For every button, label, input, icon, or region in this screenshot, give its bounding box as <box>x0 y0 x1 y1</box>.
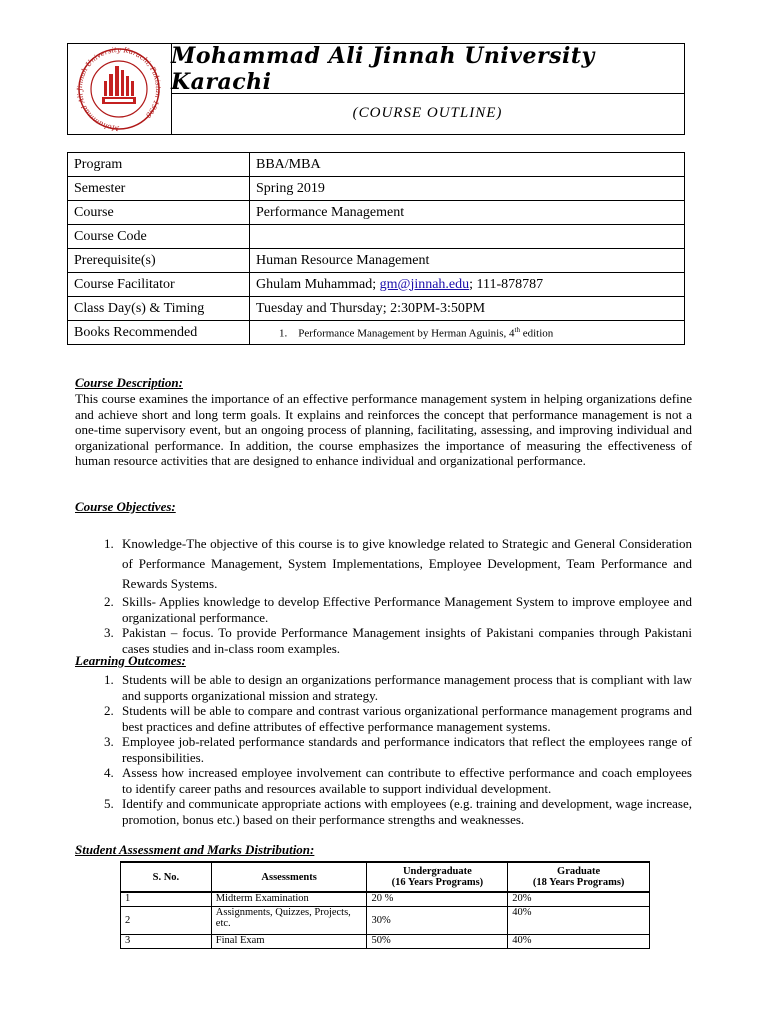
item-number: 3. <box>104 625 114 640</box>
table-row <box>68 153 685 177</box>
list-item <box>75 734 692 765</box>
col-graduate <box>508 862 650 892</box>
facilitator-phone: ; 111-878787 <box>469 276 544 292</box>
table-row <box>68 249 685 273</box>
facilitator-value <box>250 273 685 297</box>
list-item <box>75 594 692 625</box>
table-row <box>68 201 685 225</box>
item-text: Skills- Applies knowledge to develop Effective Performance Management System to improve employee and organizational performance. <box>122 594 692 625</box>
col-undergraduate-sub: (16 Years Programs) <box>391 877 484 888</box>
item-number: 1. <box>104 536 114 551</box>
books-edition-sup: th <box>514 325 520 334</box>
university-title: Mohammad Ali Jinnah University Karachi <box>171 42 595 95</box>
list-item <box>75 672 692 703</box>
learning-outcomes-heading: Learning Outcomes: <box>75 653 186 668</box>
item-number: 4. <box>104 765 114 780</box>
marks-distribution-table <box>120 861 650 949</box>
seal-ring-text: Mohammad Ali Jinnah University Karachi, Pakistan 1998 <box>75 45 163 133</box>
course-outline-subtitle: (COURSE OUTLINE) <box>352 105 503 121</box>
cell-undergraduate: 20 % <box>367 892 508 906</box>
table-row <box>121 906 650 934</box>
list-item <box>75 796 692 827</box>
item-text: Identify and communicate appropriate actions with employees (e.g. training and development, wage increase, promotion, bonus etc.) based on their performance strengths and weaknesses. <box>122 796 692 827</box>
list-item <box>75 765 692 796</box>
item-number: 5. <box>104 796 114 811</box>
course-objectives-heading: Course Objectives: <box>75 499 176 514</box>
col-undergraduate <box>367 862 508 892</box>
university-seal-icon <box>68 44 171 134</box>
list-item <box>75 625 692 656</box>
cell-graduate: 20% <box>508 892 650 906</box>
course-code-label: Course Code <box>68 225 250 249</box>
books-title: Performance Management by Herman Aguinis, 4 <box>298 327 515 340</box>
cell-assessment: Midterm Examination <box>211 892 367 906</box>
col-graduate-sub: (18 Years Programs) <box>532 877 625 888</box>
logo-cell <box>68 44 172 134</box>
table-row <box>68 273 685 297</box>
list-item <box>75 703 692 734</box>
cell-undergraduate: 30% <box>367 906 508 934</box>
item-text: Students will be able to design an organizations performance management process that is compliant with law and supports organizational mission and strategy. <box>122 672 692 703</box>
header-box <box>67 43 685 135</box>
books-value <box>250 321 685 345</box>
facilitator-label: Course Facilitator <box>68 273 250 297</box>
cell-sno: 1 <box>121 892 212 906</box>
item-text: Employee job-related performance standards and performance indicators that reflect the employees range of responsibilities. <box>122 734 692 765</box>
table-row <box>68 321 685 345</box>
course-value: Performance Management <box>250 201 685 225</box>
course-code-value <box>250 225 685 249</box>
item-number: 2. <box>104 703 114 718</box>
program-label: Program <box>68 153 250 177</box>
facilitator-email-link[interactable]: gm@jinnah.edu <box>379 276 470 292</box>
item-number: 3. <box>104 734 114 749</box>
item-text: Students will be able to compare and contrast various organizational performance management programs and best practices and define attributes of effective performance management systems. <box>122 703 692 734</box>
table-row <box>68 177 685 201</box>
col-assessments: Assessments <box>211 862 367 892</box>
cell-assessment: Assignments, Quizzes, Projects, etc. <box>211 906 367 934</box>
course-description-text: This course examines the importance of an effective performance management system in helping organizations define and achieve short and long term goals. It explains and reinforces the concept that performance management is not a one-time supervisory event, but an ongoing process of planning, facilitating, assessing, and improving individual and organizational performance. In addition, the course emphasizes the importance of measuring the effectiveness of human resource activities that are designed to enhance individual and organizational performance. <box>75 391 692 468</box>
course-label: Course <box>68 201 250 225</box>
cell-sno: 2 <box>121 906 212 934</box>
semester-label: Semester <box>68 177 250 201</box>
course-description-heading: Course Description: <box>75 375 183 390</box>
objectives-list <box>75 534 692 656</box>
col-sno: S. No. <box>121 862 212 892</box>
subtitle-row <box>171 93 684 134</box>
table-row <box>68 297 685 321</box>
list-item <box>75 534 692 594</box>
item-number: 1. <box>104 672 114 687</box>
books-label: Books Recommended <box>68 321 250 345</box>
semester-value: Spring 2019 <box>250 177 685 201</box>
cell-undergraduate: 50% <box>367 934 508 948</box>
program-value: BBA/MBA <box>250 153 685 177</box>
col-graduate-title: Graduate <box>557 866 601 877</box>
table-row <box>68 225 685 249</box>
outcomes-list <box>75 672 692 827</box>
title-row <box>171 44 684 94</box>
item-text: Knowledge-The objective of this course is to give knowledge related to Strategic and General Consideration of Performance Management, System Implementations, Employee Development, Team Performance and Rewards Systems. <box>122 536 692 591</box>
course-info-table <box>67 152 685 345</box>
cell-graduate: 40% <box>508 934 650 948</box>
item-text: Pakistan – focus. To provide Performance Management insights of Pakistani companies through Pakistani cases studies and in-class room examples. <box>122 625 692 656</box>
prerequisite-value: Human Resource Management <box>250 249 685 273</box>
item-text: Assess how increased employee involvement can contribute to effective performance and coach employees to identify career paths and resources available to support individual development. <box>122 765 692 796</box>
cell-graduate: 40% <box>508 906 650 934</box>
books-edition: edition <box>519 327 554 340</box>
timing-value: Tuesday and Thursday; 2:30PM-3:50PM <box>250 297 685 321</box>
table-header-row <box>121 862 650 892</box>
svg-text:Mohammad Ali Jinnah University <box>76 46 162 132</box>
assessment-heading: Student Assessment and Marks Distribution: <box>75 842 315 857</box>
item-number: 2. <box>104 594 114 609</box>
books-number: 1. <box>279 327 288 340</box>
table-row <box>121 934 650 948</box>
timing-label: Class Day(s) & Timing <box>68 297 250 321</box>
cell-assessment: Final Exam <box>211 934 367 948</box>
prerequisite-label: Prerequisite(s) <box>68 249 250 273</box>
col-undergraduate-title: Undergraduate <box>402 866 472 877</box>
table-row <box>121 892 650 906</box>
facilitator-name: Ghulam Muhammad; <box>256 276 380 292</box>
cell-sno: 3 <box>121 934 212 948</box>
